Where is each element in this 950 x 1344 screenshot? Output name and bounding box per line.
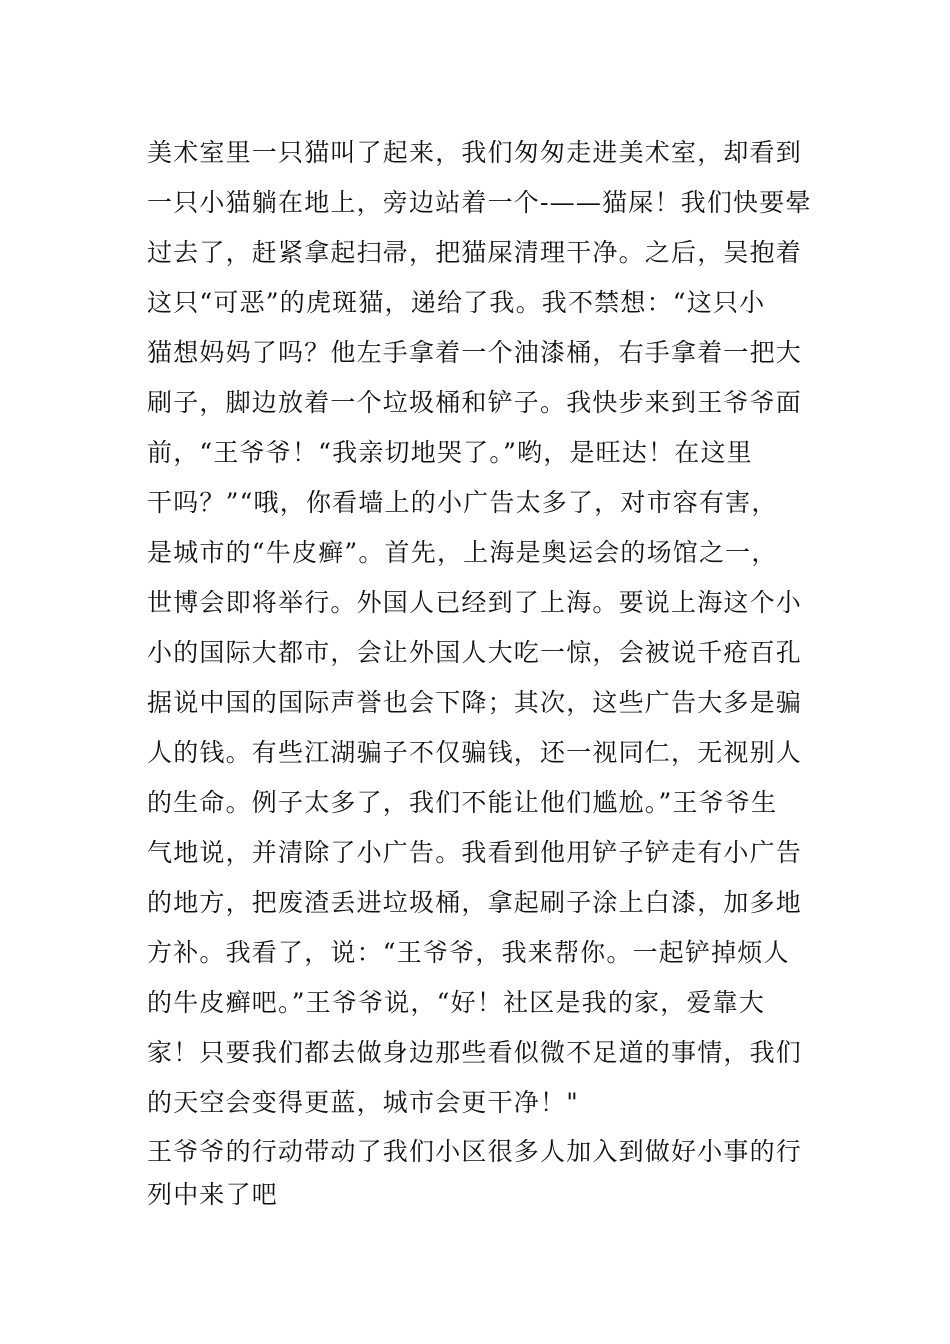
text-line: 世博会即将举行。外国人已经到了上海。要说上海这个小 — [147, 588, 803, 617]
text-line: 干吗？”“哦，你看墙上的小广告太多了，对市容有害， — [147, 488, 778, 517]
text-line: 的天空会变得更蓝，城市会更干净！" — [147, 1088, 579, 1117]
text-line: 前，“王爷爷！“我亲切地哭了。”哟，是旺达！在这里 — [147, 438, 753, 467]
text-line: 猫想妈妈了吗？他左手拿着一个油漆桶，右手拿着一把大 — [147, 338, 803, 367]
text-line: 小的国际大都市，会让外国人大吃一惊，会被说千疮百孔 — [147, 638, 803, 667]
paragraph-story-main — [147, 134, 817, 1134]
text-line: 人的钱。有些江湖骗子不仅骗钱，还一视同仁，无视别人 — [147, 738, 803, 767]
text-line: 的牛皮癣吧。”王爷爷说，“好！社区是我的家，爱靠大 — [147, 988, 766, 1017]
text-line: 家！只要我们都去做身边那些看似微不足道的事情，我们 — [147, 1038, 803, 1067]
text-line: 据说中国的国际声誉也会下降；其次，这些广告大多是骗 — [147, 688, 803, 717]
text-line: 王爷爷的行动带动了我们小区很多人加入到做好小事的行 — [147, 1137, 803, 1166]
text-line: 是城市的“牛皮癣”。首先，上海是奥运会的场馆之一， — [147, 538, 778, 567]
text-line: 美术室里一只猫叫了起来，我们匆匆走进美术室，却看到 — [147, 138, 803, 167]
text-line: 刷子，脚边放着一个垃圾桶和铲子。我快步来到王爷爷面 — [147, 388, 803, 417]
text-line: 一只小猫躺在地上，旁边站着一个-——猫屎！我们快要晕 — [147, 188, 812, 217]
text-line: 过去了，赶紧拿起扫帚，把猫屎清理干净。之后，吴抱着 — [147, 238, 803, 267]
text-line: 方补。我看了，说：“王爷爷，我来帮你。一起铲掉烦人 — [147, 938, 790, 967]
text-line: 气地说，并清除了小广告。我看到他用铲子铲走有小广告 — [147, 838, 803, 867]
text-line: 的地方，把废渣丢进垃圾桶，拿起刷子涂上白漆，加多地 — [147, 888, 803, 917]
text-line: 这只“可恶”的虎斑猫，递给了我。我不禁想：“这只小 — [147, 288, 766, 317]
paragraph-story-ending — [147, 1134, 817, 1220]
text-line: 列中来了吧 — [147, 1180, 279, 1209]
text-line: 的生命。例子太多了，我们不能让他们尴尬。”王爷爷生 — [147, 788, 778, 817]
